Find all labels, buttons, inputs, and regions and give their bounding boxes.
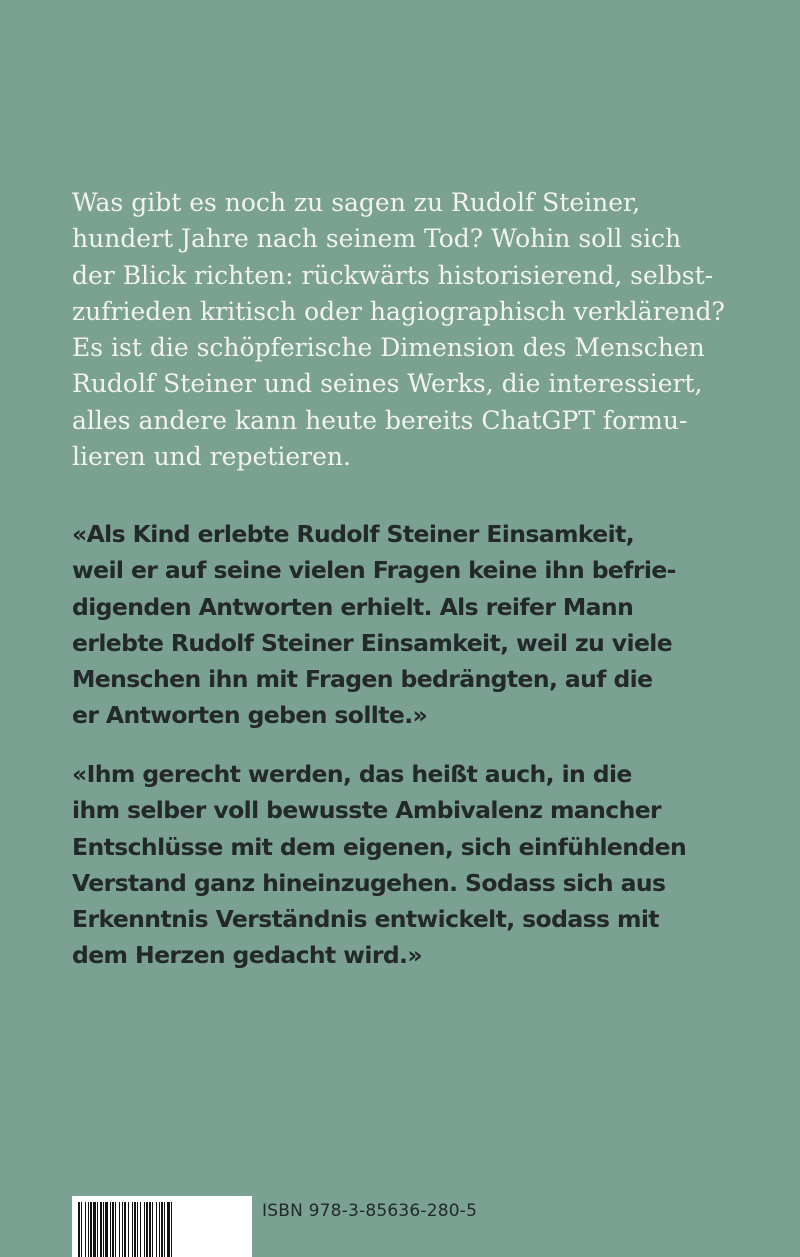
- quote-line: «Ihm gerecht werden, das heißt auch, in die: [72, 760, 632, 788]
- barcode-bar: [78, 1202, 80, 1257]
- barcode-bar: [105, 1202, 108, 1257]
- barcode-bar: [93, 1202, 96, 1257]
- quote-line: Entschlüsse mit dem eigenen, sich einfühlenden: [72, 832, 687, 861]
- barcode-bars: [72, 1196, 252, 1257]
- barcode-bar: [115, 1202, 116, 1257]
- barcode-bar: [88, 1202, 89, 1257]
- barcode: [72, 1196, 252, 1257]
- barcode-bar: [156, 1202, 157, 1257]
- quote-two: [72, 756, 752, 974]
- quote-line: weil er auf seine vielen Fragen keine ihn befrie-: [72, 556, 676, 585]
- barcode-bar: [85, 1202, 86, 1257]
- quote-line: Menschen ihn mit Fragen bedrängten, auf die: [72, 665, 653, 694]
- intro-line: hundert Jahre nach seinem Tod? Wohin soll sich: [72, 224, 682, 254]
- barcode-bar: [103, 1202, 104, 1257]
- barcode-bar: [137, 1202, 138, 1257]
- barcode-bar: [149, 1202, 151, 1257]
- quote-line: Erkenntnis Verständnis entwickelt, sodass mit: [72, 905, 659, 934]
- barcode-bar: [110, 1202, 111, 1257]
- barcode-bar: [119, 1202, 120, 1257]
- isbn-label: ISBN 978-3-85636-280-5: [262, 1201, 478, 1221]
- intro-line: alles andere kann heute bereits ChatGPT formu-: [72, 405, 688, 435]
- barcode-bar: [146, 1202, 148, 1257]
- quote-line: «Als Kind erlebte Rudolf Steiner Einsamkeit,: [72, 520, 635, 548]
- intro-line: Es ist die schöpferische Dimension des Menschen: [72, 333, 705, 363]
- quote-line: erlebte Rudolf Steiner Einsamkeit, weil zu viele: [72, 628, 673, 657]
- quote-line: ihm selber voll bewusste Ambivalenz mancher: [72, 796, 662, 825]
- quote-line: dem Herzen gedacht wird.»: [72, 941, 422, 970]
- quote-one: [72, 516, 752, 734]
- barcode-bar: [171, 1202, 172, 1257]
- barcode-bar: [152, 1202, 153, 1257]
- intro-line: lieren und repetieren.: [72, 442, 351, 472]
- barcode-bar: [128, 1202, 129, 1257]
- barcode-bar: [161, 1202, 163, 1257]
- intro-line: der Blick richten: rückwärts historisierend, selbst-: [72, 260, 714, 290]
- barcode-bar: [167, 1202, 170, 1257]
- barcode-bar: [81, 1202, 82, 1257]
- quote-line: digenden Antworten erhielt. Als reifer Mann: [72, 592, 634, 621]
- barcode-bar: [134, 1202, 136, 1257]
- barcode-bar: [100, 1202, 102, 1257]
- barcode-bar: [132, 1202, 133, 1257]
- barcode-bar: [124, 1202, 126, 1257]
- barcode-bar: [122, 1202, 123, 1257]
- barcode-bar: [97, 1202, 98, 1257]
- barcode-bar: [144, 1202, 145, 1257]
- intro-line: Was gibt es noch zu sagen zu Rudolf Steiner,: [72, 188, 641, 217]
- intro-line: zufrieden kritisch oder hagiographisch verklärend?: [72, 296, 725, 326]
- barcode-bar: [159, 1202, 160, 1257]
- barcode-bar: [164, 1202, 165, 1257]
- barcode-bar: [90, 1202, 92, 1257]
- barcode-bar: [140, 1202, 141, 1257]
- intro-line: Rudolf Steiner und seines Werks, die interessiert,: [72, 369, 703, 399]
- barcode-bar: [112, 1202, 114, 1257]
- quote-line: Verstand ganz hineinzugehen. Sodass sich aus: [72, 868, 666, 897]
- quote-line: er Antworten geben sollte.»: [72, 701, 428, 730]
- intro-paragraph: [72, 185, 752, 475]
